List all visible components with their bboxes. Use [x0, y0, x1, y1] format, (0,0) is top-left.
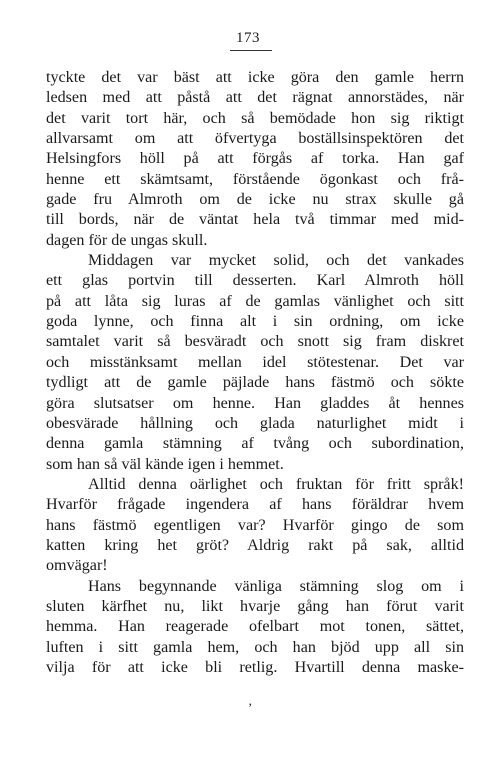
text-line: på att låta sig luras af de gamlas vänlighet och sitt — [46, 292, 464, 310]
text-line: allvarsamt om att öfvertyga boställsinspektören det — [46, 130, 464, 148]
text-line: henne ett skämtsamt, förstående ögonkast och frå- — [46, 170, 464, 188]
text-line: ledsen med att påstå att det rägnat annorstädes, när — [46, 89, 464, 107]
text-line: vilja för att icke bli retlig. Hvartill denna maske- — [46, 658, 464, 676]
text-line: göra slutsatser om henne. Han gladdes åt hennes — [46, 394, 464, 412]
text-line: gade fru Almroth om de icke nu strax skulle gå — [46, 191, 464, 209]
text-line: som han så väl kände igen i hemmet. — [46, 455, 284, 473]
body-text — [46, 68, 464, 678]
text-line: hans fästmö egentligen var? Hvarför gingo de som — [46, 516, 464, 534]
text-line: samtalet varit så besväradt och snott sig fram diskret — [46, 333, 464, 351]
text-line: tyckte det var bäst att icke göra den gamle herrn — [46, 69, 464, 86]
text-line: luften i sitt gamla hem, och han bjöd upp all sin — [46, 638, 464, 656]
text-line: det varit tort här, och så bemödade hon sig riktigt — [46, 109, 464, 127]
footer-mark: ʼ — [248, 700, 253, 715]
text-line: Hans begynnande vänliga stämning slog om i — [88, 577, 464, 595]
text-line: ett glas portvin till desserten. Karl Almroth höll — [46, 272, 464, 290]
text-line: denna gamla stämning af tvång och subordination, — [46, 435, 464, 453]
text-line: Alltid denna oärlighet och fruktan för fritt språk! — [88, 475, 464, 493]
text-line: Helsingfors höll på att förgås af torka. Han gaf — [46, 150, 464, 168]
text-line: goda lynne, och finna alt i sin ordning, om icke — [46, 313, 464, 331]
text-line: tydligt att de gamle päjlade hans fästmö och sökte — [46, 374, 464, 392]
text-line: omvägar! — [46, 557, 108, 575]
text-line: katten kring het gröt? Aldrig rakt på sak, alltid — [46, 536, 464, 554]
text-line: Hvarför frågade ingendera af hans föräldrar hvem — [46, 496, 464, 514]
page-number: 173 — [236, 30, 260, 46]
text-line: dagen för de ungas skull. — [46, 231, 208, 249]
text-line: och misstänksamt mellan idel stötestenar. Det var — [46, 353, 464, 371]
text-line: Middagen var mycket solid, och det vankades — [88, 252, 464, 270]
text-line: obesvärade hållning och glada naturlighet midt i — [46, 414, 464, 432]
text-line: till bords, när de väntat hela två timmar med mid- — [46, 211, 464, 229]
header-rule — [230, 50, 272, 51]
text-line: hemma. Han reagerade ofelbart mot tonen, sättet, — [46, 618, 464, 636]
text-line: sluten kärfhet nu, likt hvarje gång han förut varit — [46, 597, 464, 615]
